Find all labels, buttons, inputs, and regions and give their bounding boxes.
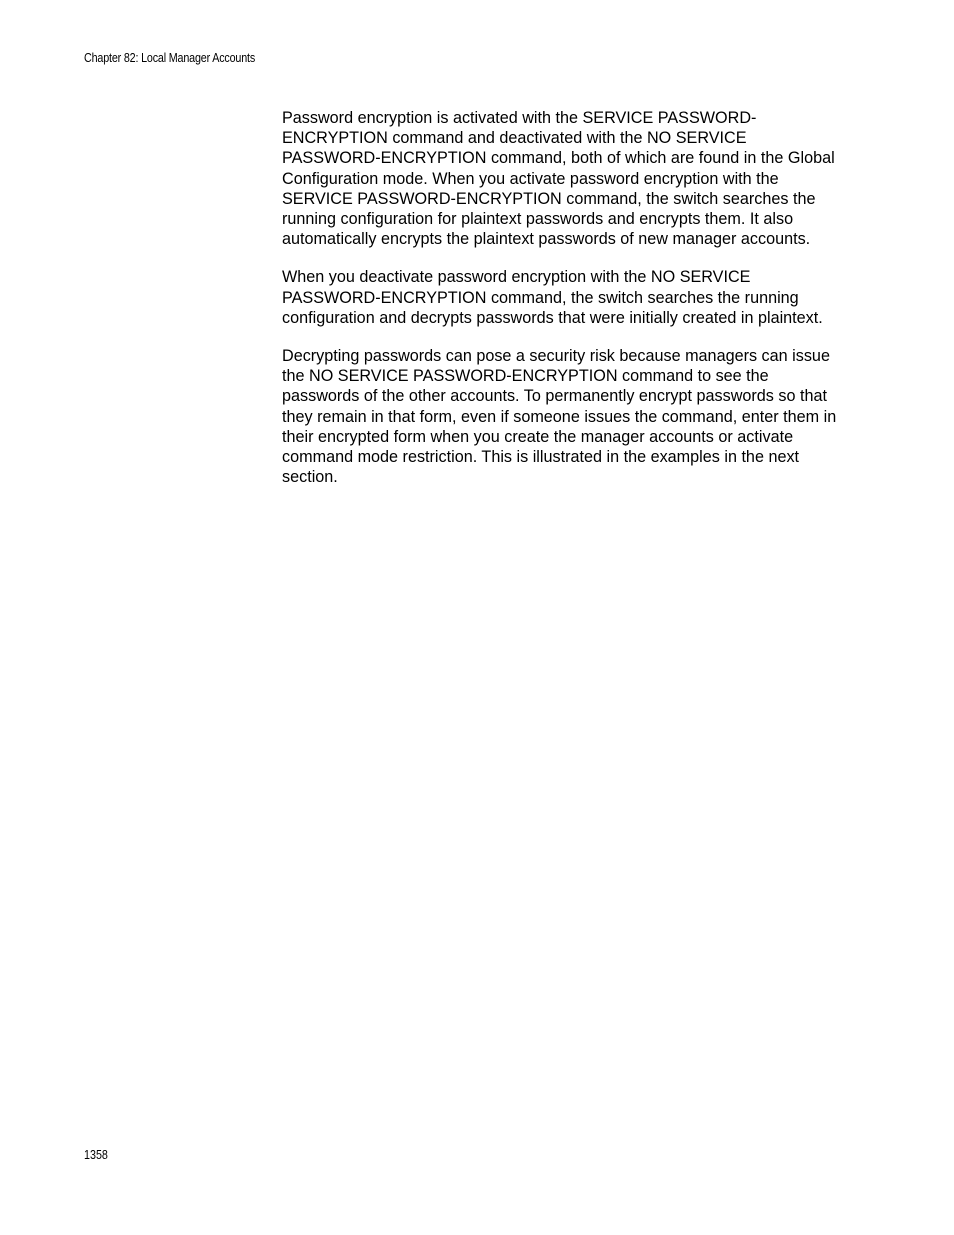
page-number: 1358 [84,1148,108,1162]
running-header: Chapter 82: Local Manager Accounts [84,51,256,65]
body-text [282,108,848,505]
paragraph-decryption-security-risk: Decrypting passwords can pose a security risk because managers can issue the NO SERVICE PASSWORD-ENCRYPTION command to see the passwords of the other accounts. To permanently encrypt passwords so that they remain in that form, even if someone issues the command, enter them in their encrypted form when you create the manager accounts or activate command mode restriction. This is illustrated in the examples in the next section. [282,347,837,487]
paragraph-password-encryption-deactivation: When you deactivate password encryption with the NO SERVICE PASSWORD-ENCRYPTION command, the switch searches the running configuration and decrypts passwords that were initially created in plaintext. [282,268,823,327]
paragraph-password-encryption-activation: Password encryption is activated with the SERVICE PASSWORD-ENCRYPTION command and deactivated with the NO SERVICE PASSWORD-ENCRYPTION command, both of which are found in the Global Configuration mode. When you activate password encryption with the SERVICE PASSWORD-ENCRYPTION command, the switch searches the running configuration for plaintext passwords and encrypts them. It also automatically encrypts the plaintext passwords of new manager accounts. [282,109,835,249]
